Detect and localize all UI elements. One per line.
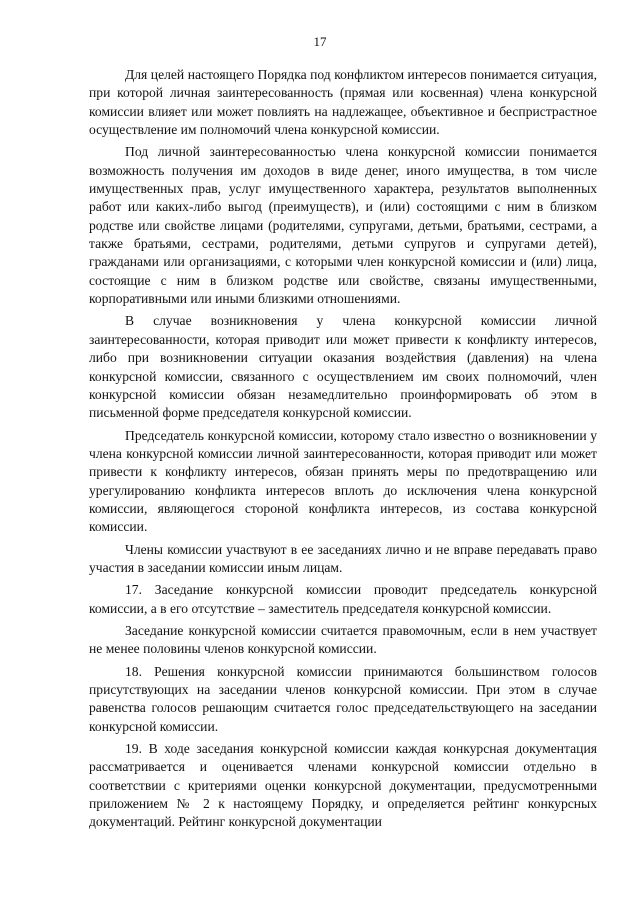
paragraph-item-18: 18. Решения конкурсной комиссии принимаются большинством голосов присутствующих на заседании членов конкурсной комиссии. При этом в случае равенства голосов решающим считается голос председательствующего на заседании конкурсной комиссии.	[89, 663, 597, 734]
paragraph-conflict-definition: Для целей настоящего Порядка под конфликтом интересов понимается ситуация, при которой личная заинтересованность (прямая или косвенная) члена конкурсной комиссии влияет или может повлиять на надлежащее, объективное и беспристрастное осуществление им полномочий члена конкурсной комиссии.	[89, 67, 597, 138]
paragraph-chairman-measures: Председатель конкурсной комиссии, которому стало известно о возникновении у члена конкурсной комиссии личной заинтересованности, которая приводит или может привести к конфликту интересов, обязан принять меры по предотвращению или урегулированию конфликта интересов вплоть до исключения члена конкурсной комиссии, являющегося стороной конфликта интересов, из состава конкурсной комиссии.	[89, 427, 597, 535]
paragraph-personal-participation: Члены комиссии участвуют в ее заседаниях лично и не вправе передавать право участия в заседании комиссии иным лицам.	[89, 541, 597, 575]
paragraph-item-17: 17. Заседание конкурсной комиссии проводит председатель конкурсной комиссии, а в его отсутствие – заместитель председателя конкурсной комиссии.	[89, 582, 597, 616]
paragraph-personal-interest: Под личной заинтересованностью члена конкурсной комиссии понимается возможность получения им доходов в виде денег, иного имущества, в том числе имущественных прав, услуг имущественного характера, результатов выполненных работ или каких-либо выгод (преимуществ), и (или) состоящими с ним в близком родстве или свойстве лицами (родителями, супругами, детьми, братьями, сестрами, а также братьями, сестрами, родителями, детьми супругов и супругами детей), гражданами или организациями, с которыми член конкурсной комиссии и (или) лица, состоящие с ним в близком родстве или свойстве, связаны имущественными, корпоративными или иными близкими отношениями.	[89, 144, 597, 307]
page-number: 17	[313, 34, 327, 49]
paragraph-quorum: Заседание конкурсной комиссии считается правомочным, если в нем участвует не менее половины членов конкурсной комиссии.	[89, 622, 597, 657]
document-body	[89, 66, 597, 836]
paragraph-notification-duty: В случае возникновения у члена конкурсной комиссии личной заинтересованности, которая приводит или может привести к конфликту интересов, либо при возникновении ситуации оказания воздействия (давления) на члена конкурсной комиссии, связанного с осуществлением им своих полномочий, член конкурсной комиссии обязан незамедлительно проинформировать об этом в письменной форме председателя конкурсной комиссии.	[89, 313, 597, 421]
paragraph-item-19: 19. В ходе заседания конкурсной комиссии каждая конкурсная документация рассматривается и оценивается членами конкурсной комиссии отдельно в соответствии с критериями оценки конкурсной документации, предусмотренными приложением № 2 к настоящему Порядку, и определяется рейтинг конкурсных документаций. Рейтинг конкурсной документации	[89, 741, 597, 830]
